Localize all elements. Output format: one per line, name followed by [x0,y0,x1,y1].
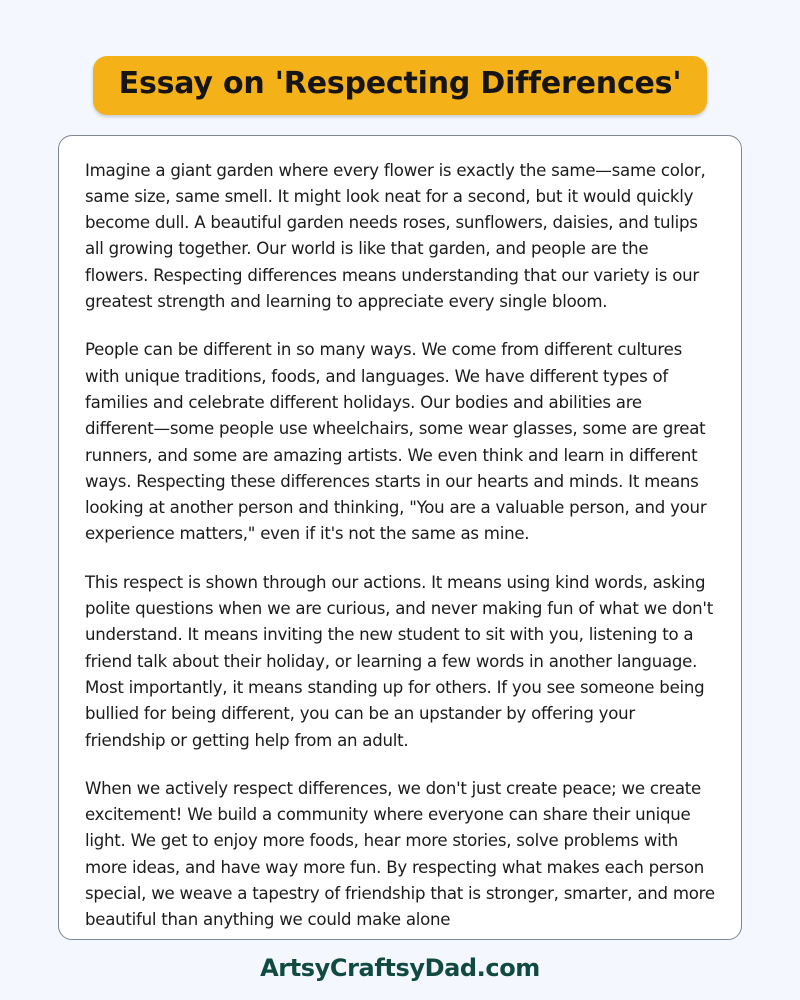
essay-paragraph-1: Imagine a giant garden where every flower is exactly the same—same color, same size, same smell. It might look neat for a second, but it would quickly become dull. A beautiful garden needs roses, sunflowers, daisies, and tulips all growing together. Our world is like that garden, and people are the flowers. Respecting differences means understanding that our variety is our greatest strength and learning to appreciate every single bloom. [85,160,706,312]
essay-card [58,135,742,940]
essay-paragraph-3: This respect is shown through our actions. It means using kind words, asking polite questions when we are curious, and never making fun of what we don't understand. It means inviting the new student to sit with you, listening to a friend talk about their holiday, or learning a few words in another language. Most importantly, it means standing up for others. If you see someone being bullied for being different, you can be an upstander by offering your friendship or getting help from an adult. [85,572,713,750]
footer [0,954,800,982]
page-title: Essay on 'Respecting Differences' [118,66,682,101]
essay-paragraph-4: When we actively respect differences, we don't just create peace; we create excitement! We build a community where everyone can share their unique light. We get to enjoy more foods, hear more stories, solve problems with more ideas, and have way more fun. By respecting what makes each person special, we weave a tapestry of friendship that is stronger, smarter, and more beautiful than anything we could make alone [85,778,715,930]
title-banner [93,56,708,115]
essay-paragraph-2: People can be different in so many ways. We come from different cultures with unique traditions, foods, and languages. We have different types of families and celebrate different holidays. Our bodies and abilities are different—some people use wheelchairs, some wear glasses, some are great runners, and some are amazing artists. We even think and learn in different ways. Respecting these differences starts in our hearts and minds. It means looking at another person and thinking, "You are a valuable person, and your experience matters," even if it's not the same as mine. [85,340,707,544]
essay-body [85,158,715,934]
paragraph-spacer [85,548,715,570]
paragraph-spacer [85,315,715,337]
site-brand: ArtsyCraftsyDad.com [260,954,540,982]
paragraph-spacer [85,754,715,776]
